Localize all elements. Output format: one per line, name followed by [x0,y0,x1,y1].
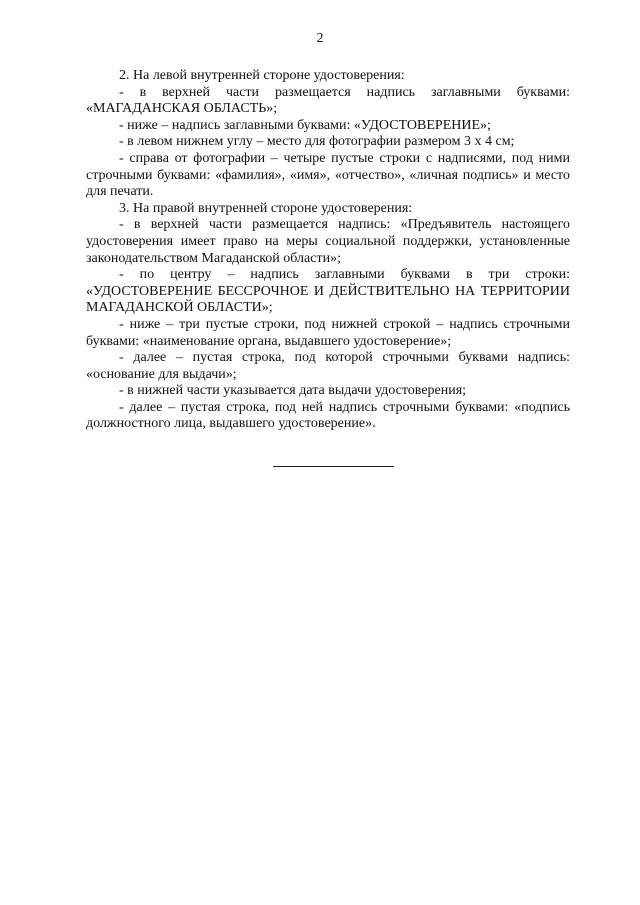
paragraph-right-top-inscription: - в верхней части размещается надпись: «Предъявитель настоящего удостоверения имеет право на меры социальной поддержки, установленные законодательством Магаданской области»; [86,217,570,266]
paragraph-right-center-inscription: - по центру – надпись заглавными буквами в три строки: «УДОСТОВЕРЕНИЕ БЕССРОЧНОЕ И ДЕЙСТВИТЕЛЬНО НА ТЕРРИТОРИИ МАГАДАНСКОЙ ОБЛАСТИ»; [86,267,570,316]
paragraph-left-photo-place: - в левом нижнем углу – место для фотографии размером 3 х 4 см; [119,134,515,150]
paragraph-left-certificate-title: - ниже – надпись заглавными буквами: «УДОСТОВЕРЕНИЕ»; [119,117,491,133]
end-separator-line [273,466,394,467]
document-body [86,68,570,433]
paragraph-right-official-signature: - далее – пустая строка, под ней надпись строчными буквами: «подпись должностного лица, выдавшего удостоверение». [86,399,570,432]
paragraph-right-side-heading: 3. На правой внутренней стороне удостоверения: [119,200,413,216]
page-number: 2 [316,31,324,46]
paragraph-left-top-inscription: - в верхней части размещается надпись заглавными буквами: «МАГАДАНСКАЯ ОБЛАСТЬ»; [86,84,570,117]
paragraph-right-issue-date: - в нижней части указывается дата выдачи удостоверения; [119,383,467,399]
paragraph-right-issuing-authority: - ниже – три пустые строки, под нижней строкой – надпись строчными буквами: «наименование органа, выдавшего удостоверение»; [86,316,570,349]
paragraph-left-side-heading: 2. На левой внутренней стороне удостоверения: [119,68,405,83]
paragraph-right-grounds: - далее – пустая строка, под которой строчными буквами надпись: «основание для выдачи»; [86,350,570,382]
paragraph-left-personal-fields: - справа от фотографии – четыре пустые строки с надписями, под ними строчными буквами: «фамилия», «имя», «отчество», «личная подпись» и место для печати. [86,150,570,200]
